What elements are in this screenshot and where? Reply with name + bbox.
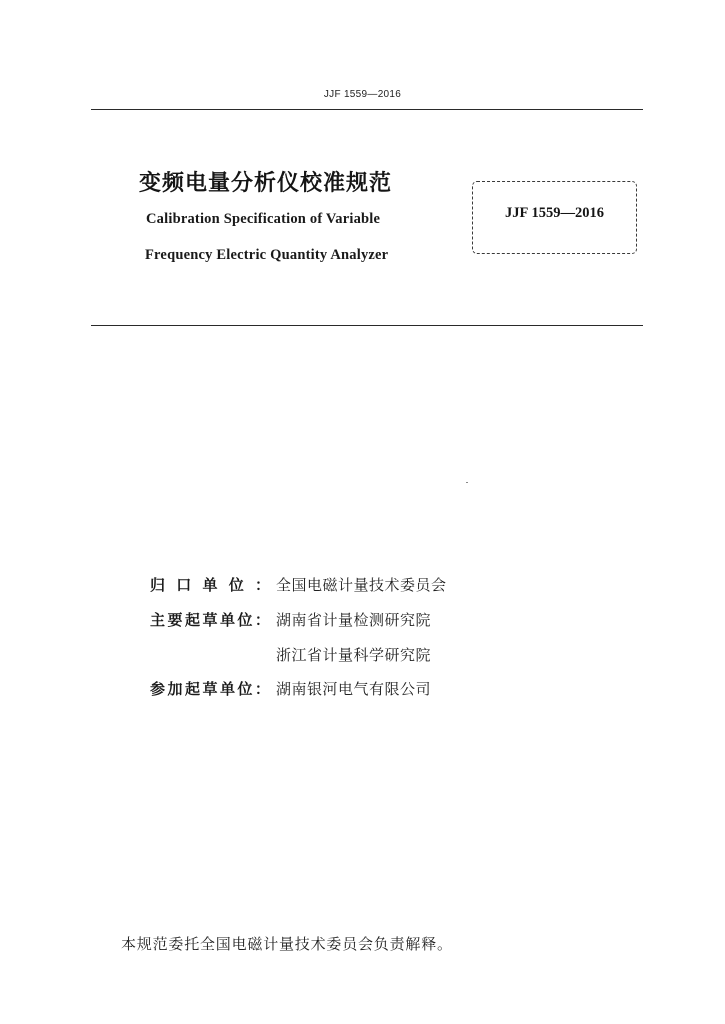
org-row-main-drafter-2 xyxy=(150,644,431,665)
standard-code: JJF 1559—2016 xyxy=(505,205,604,221)
running-header: JJF 1559—2016 xyxy=(323,89,402,100)
org-label-char: 主 xyxy=(150,611,166,629)
org-row-main-drafter-1 xyxy=(150,609,431,630)
org-label-participating xyxy=(150,678,270,699)
title-rule xyxy=(91,325,643,326)
header-rule xyxy=(91,109,643,110)
scan-speck xyxy=(466,482,468,483)
org-value-participating: 湖南银河电气有限公司 xyxy=(276,680,432,698)
org-label-char: 位 xyxy=(228,576,244,594)
interpretation-note: 本规范委托全国电磁计量技术委员会负责解释。 xyxy=(121,935,453,953)
org-value-main-drafter-2: 浙江省计量科学研究院 xyxy=(276,646,432,664)
org-row-participating xyxy=(150,678,431,699)
org-label-char: 单 xyxy=(219,680,235,698)
org-value-main-drafter-1: 湖南省计量检测研究院 xyxy=(276,611,432,629)
org-label-char: ： xyxy=(254,611,270,629)
org-label-char: 起 xyxy=(184,680,200,698)
org-label-char: ： xyxy=(254,576,270,594)
title-english-line-1: Calibration Specification of Variable xyxy=(146,211,381,227)
title-chinese: 变频电量分析仪校准规范 xyxy=(139,171,393,196)
org-label-main-drafter xyxy=(150,609,270,630)
org-label-responsible xyxy=(150,574,270,595)
org-label-char: 参 xyxy=(150,680,166,698)
standard-code-box xyxy=(472,181,637,254)
org-label-char: 口 xyxy=(176,576,192,594)
org-row-responsible xyxy=(150,574,447,595)
org-label-char: 草 xyxy=(202,611,218,629)
org-label-char: 加 xyxy=(167,680,183,698)
org-label-char: 位 xyxy=(237,611,253,629)
org-label-char: 单 xyxy=(219,611,235,629)
org-label-char: 要 xyxy=(167,611,183,629)
org-label-char: ： xyxy=(254,680,270,698)
title-english-line-2: Frequency Electric Quantity Analyzer xyxy=(145,247,389,263)
org-label-char: 起 xyxy=(184,611,200,629)
org-label-char: 单 xyxy=(202,576,218,594)
org-label-char: 草 xyxy=(202,680,218,698)
org-value-responsible: 全国电磁计量技术委员会 xyxy=(276,576,447,594)
org-label-char: 位 xyxy=(237,680,253,698)
org-label-char: 归 xyxy=(150,576,166,594)
